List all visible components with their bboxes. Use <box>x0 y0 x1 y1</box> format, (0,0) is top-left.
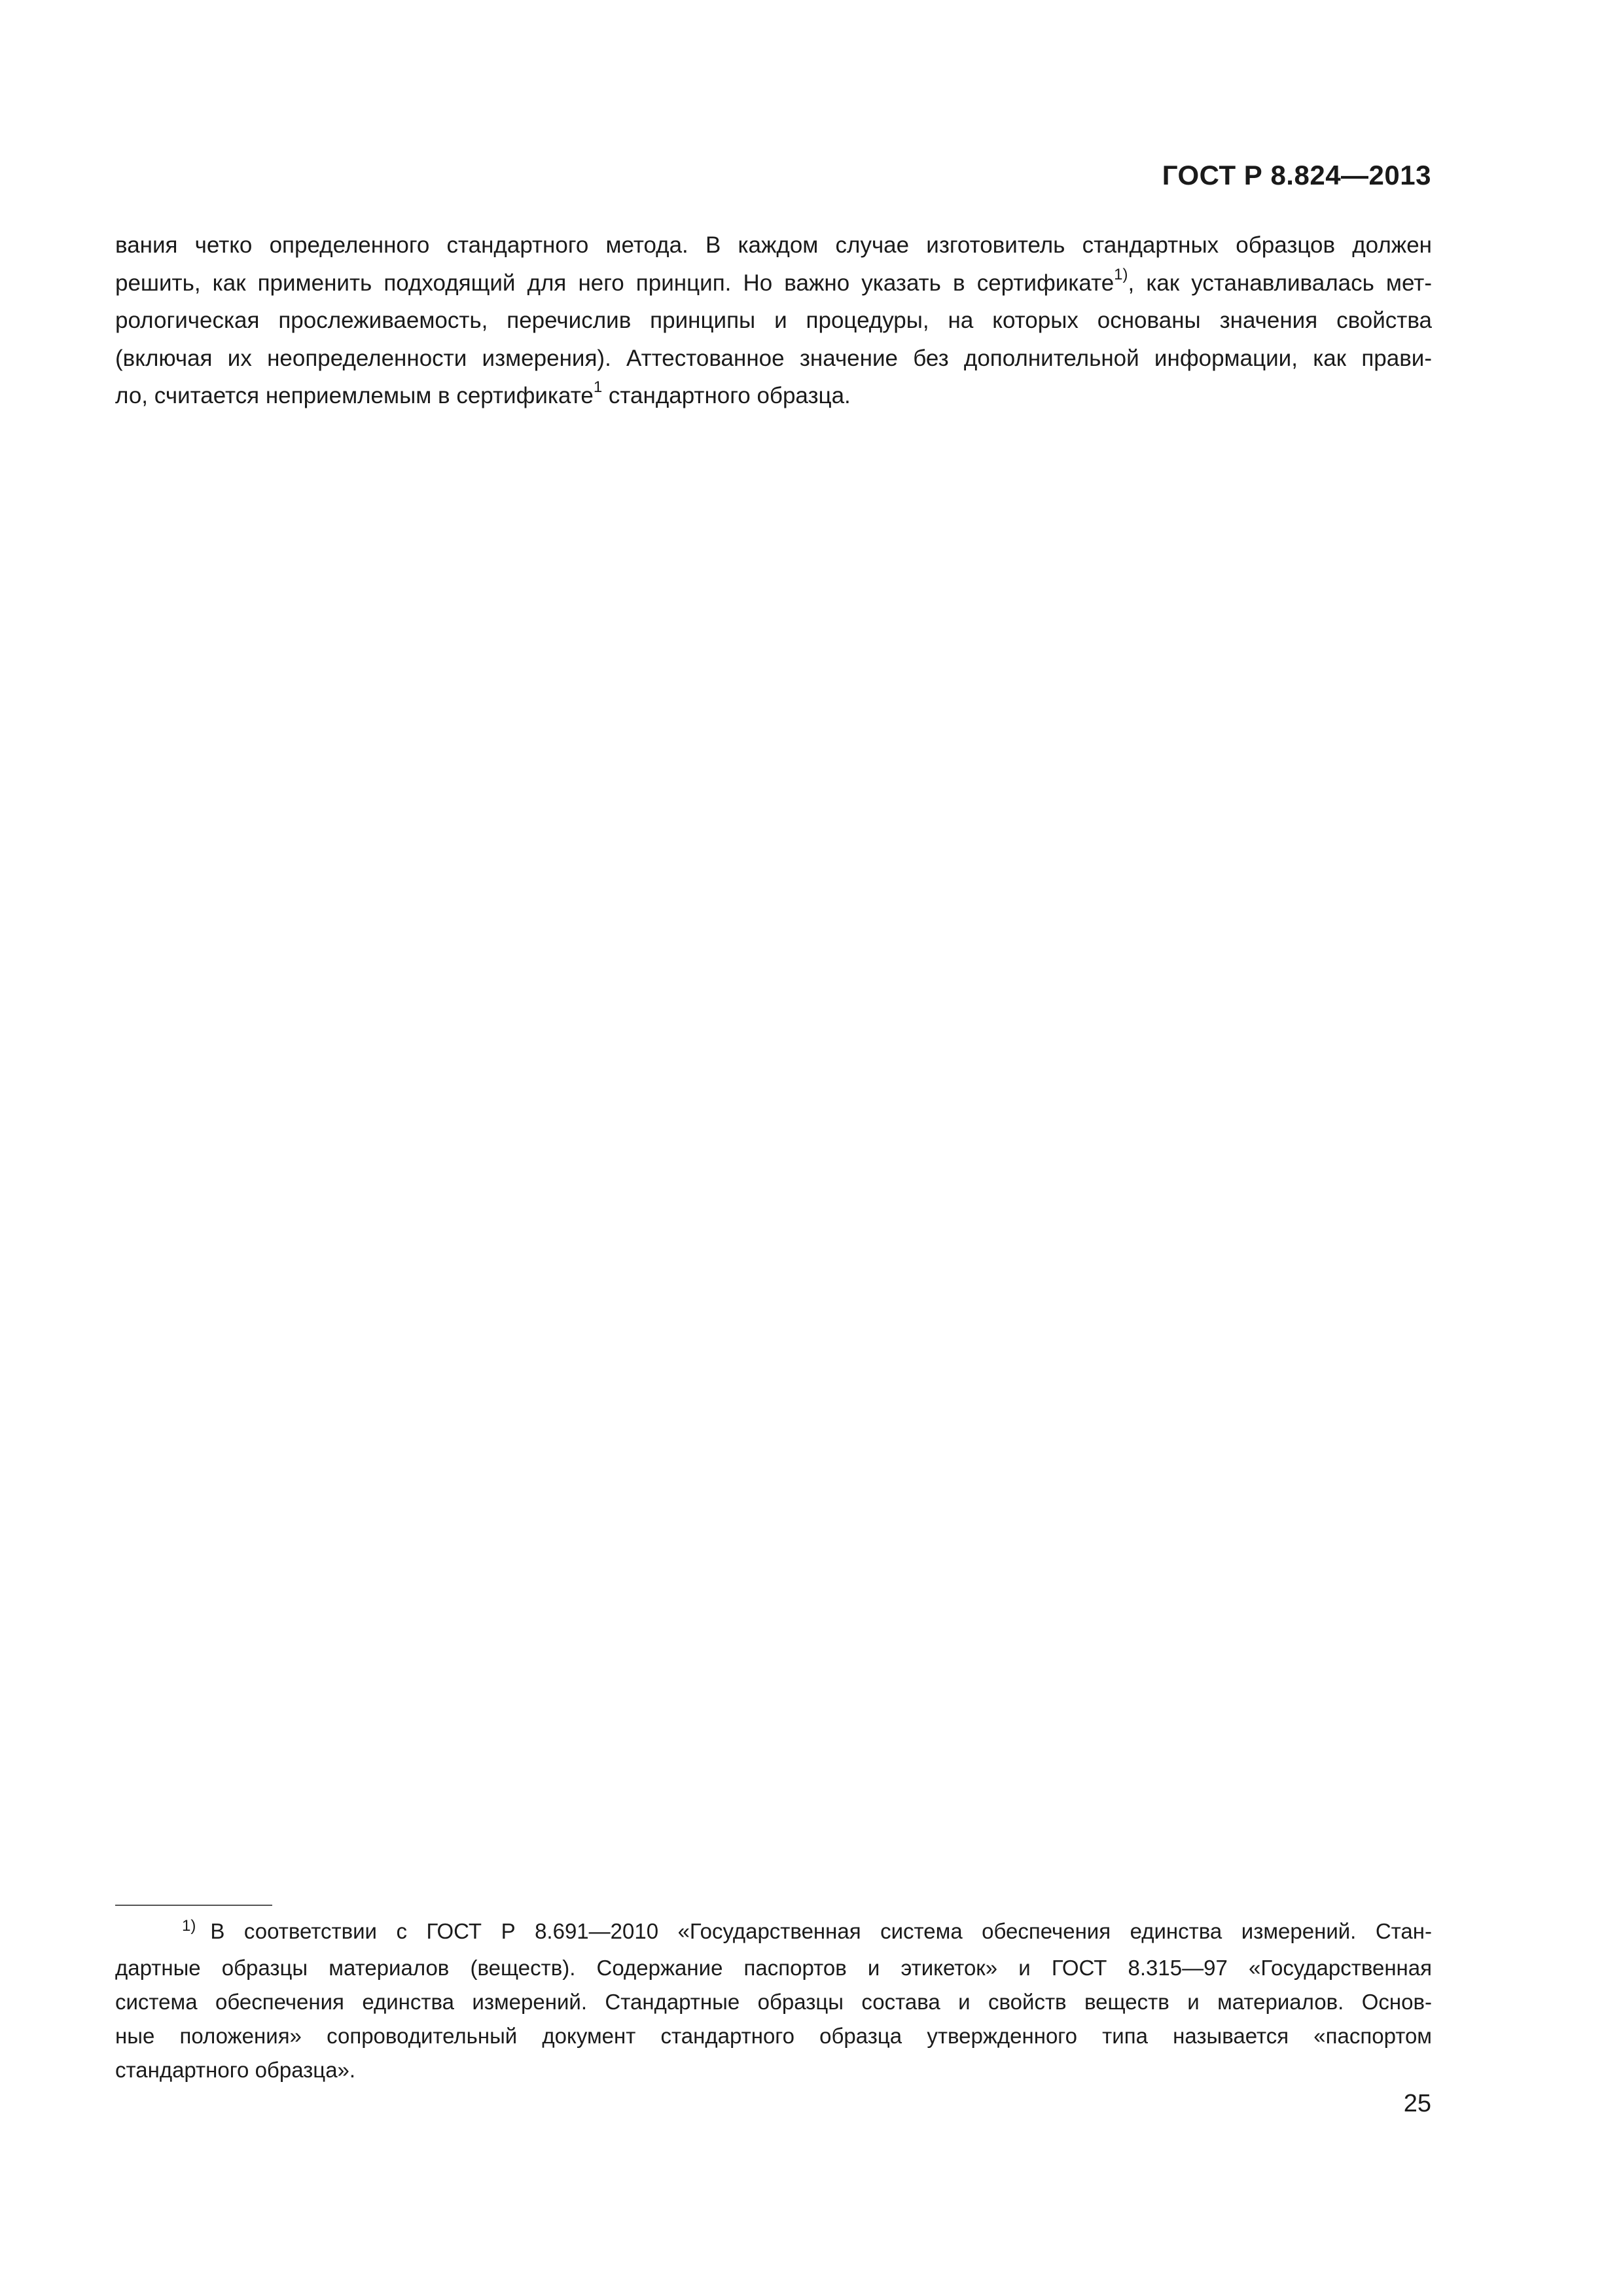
body-line-5-start: ло, считается неприемлемым в сертификате <box>115 383 594 408</box>
footnote-line-1-text: В соответствии с ГОСТ Р 8.691—2010 «Государственная система обеспечения единства измерений. Стан- <box>210 1919 1432 1943</box>
body-line-1: вания четко определенного стандартного метода. В каждом случае изготовитель стандартных образцов должен <box>115 232 1432 258</box>
footnote-line-4: ные положения» сопроводительный документ стандартного образца утвержденного типа называется «паспортом <box>115 2024 1432 2048</box>
footnote-line-5: стандартного образца». <box>115 2058 356 2082</box>
footnote-marker: 1) <box>182 1917 196 1935</box>
body-line-2 <box>115 264 1432 302</box>
body-line-4: (включая их неопределенности измерения). Аттестованное значение без дополнительной информации, как прави- <box>115 345 1432 371</box>
standard-title: ГОСТ Р 8.824—2013 <box>1162 160 1431 190</box>
page-number: 25 <box>1403 2090 1431 2117</box>
footnote-divider <box>115 1905 272 1906</box>
body-line-2-end: , как устанавливалась мет- <box>1128 270 1432 296</box>
body-line-5-end: стандартного образца. <box>602 383 851 408</box>
body-line-5 <box>115 377 1432 415</box>
footnote <box>115 1914 1432 2087</box>
body-paragraph <box>115 226 1432 415</box>
footnote-line-1 <box>115 1914 1432 1951</box>
body-line-3: рологическая прослеживаемость, перечислив принципы и процедуры, на которых основаны значения свойства <box>115 308 1432 333</box>
footnote-ref: 1) <box>1114 265 1128 283</box>
footnote-ref-2: 1 <box>593 378 603 397</box>
footnote-line-3: система обеспечения единства измерений. Стандартные образцы состава и свойств веществ и материалов. Основ- <box>115 1990 1432 2014</box>
document-header <box>1162 160 1431 191</box>
footnote-line-2: дартные образцы материалов (веществ). Содержание паспортов и этикеток» и ГОСТ 8.315—97 «Государственная <box>115 1956 1432 1980</box>
body-line-2-start: решить, как применить подходящий для него принцип. Но важно указать в сертификате <box>115 270 1115 296</box>
